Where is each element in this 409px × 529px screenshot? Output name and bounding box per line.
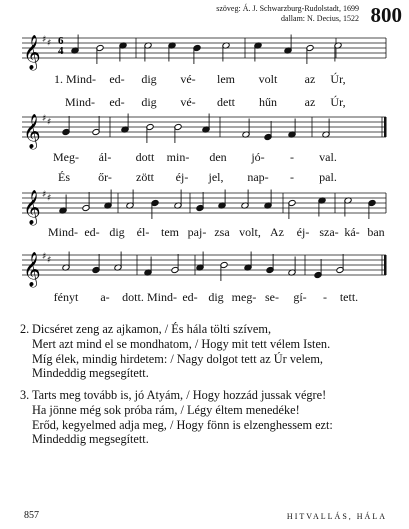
lyric-syllable: az — [304, 95, 316, 109]
lyric-syllable: - — [290, 170, 294, 184]
final-bar — [384, 117, 387, 137]
time-signature-bottom: 4 — [58, 45, 64, 57]
lyric-syllable: gí- — [293, 290, 307, 304]
verse-line: Tarts meg tovább is, jó Atyám, / Hogy hozzád jussak végre! — [32, 388, 327, 402]
lyric-syllable: Meg- — [53, 150, 79, 164]
lyric-syllable: lem — [217, 72, 235, 86]
page-number: 857 — [24, 510, 39, 521]
lyric-syllable: den — [209, 150, 227, 164]
lyric-syllable: fényt — [53, 290, 79, 304]
lyric-syllable: se- — [265, 290, 279, 304]
lyric-syllable: éj- — [175, 170, 189, 184]
key-sharp: ♯ — [47, 193, 52, 204]
verse-3 — [20, 388, 333, 447]
lyric-syllable: zsa — [214, 225, 230, 239]
verse-line: Mindeddig megsegített. — [32, 432, 149, 447]
lyric-syllable: ál- — [98, 150, 112, 164]
key-sharp: ♯ — [42, 190, 47, 200]
lyric-syllable: éj- — [296, 225, 310, 239]
lyric-syllable: dig — [141, 95, 157, 109]
lyric-syllable: 1. Mind- — [54, 72, 96, 86]
lyric-syllable: Úr, — [330, 72, 346, 86]
key-sharp: ♯ — [47, 117, 52, 128]
verse-number: 2. — [20, 322, 30, 336]
lyric-syllable: a- — [100, 290, 110, 304]
verse-line: Mert azt mind el se mondhatom, / Hogy mit tett vélem Isten. — [32, 336, 331, 351]
lyric-syllable: vé- — [180, 72, 196, 86]
verse-line: Ha jönne még sok próba rám, / Légy éltem menedéke! — [32, 402, 300, 417]
key-sharp: ♯ — [42, 252, 47, 262]
lyric-syllable: pal. — [319, 170, 337, 184]
section-title: HITVALLÁS, HÁLA — [286, 512, 387, 521]
lyric-syllable: őr- — [98, 170, 112, 184]
key-sharp: ♯ — [42, 35, 47, 45]
verse-line: Dicséret zeng az ajkamon, / És hála tölti szívem, — [32, 322, 272, 336]
lyric-syllable: val. — [319, 150, 337, 164]
lyric-syllable: tett. — [339, 290, 359, 304]
hymn-number: 800 — [370, 3, 402, 27]
lyric-syllable: Az — [270, 225, 284, 239]
final-bar — [384, 255, 387, 275]
credit-melody-author: dallam: N. Decius, 1522 — [281, 14, 359, 23]
lyric-syllable: ed- — [109, 95, 125, 109]
lyric-syllable: volt, — [239, 225, 261, 239]
verse-2 — [20, 322, 331, 381]
lyric-syllable: meg- — [231, 290, 257, 304]
lyric-syllable: Mind- — [48, 225, 78, 239]
treble-clef: 𝄞 — [23, 252, 41, 287]
lyric-syllable: dett — [217, 95, 235, 109]
lyric-syllable: És — [58, 170, 70, 184]
lyric-syllable: ká- — [344, 225, 360, 239]
lyric-syllable: él- — [136, 225, 150, 239]
key-sharp: ♯ — [42, 114, 47, 124]
lyric-syllable: ban — [367, 225, 385, 239]
verse-line: Mindeddig megsegített. — [32, 366, 149, 381]
lyric-syllable: tem — [161, 225, 179, 239]
lyric-syllable: Mind- — [147, 290, 177, 304]
lyric-syllable: Úr, — [330, 95, 346, 109]
key-sharp: ♯ — [47, 255, 52, 266]
verse-line: Míg élek, mindig hirdetem: / Nagy dolgot tett az Úr velem, — [32, 351, 323, 366]
time-signature-top: 6 — [58, 35, 64, 47]
lyric-syllable: az — [304, 72, 316, 86]
key-sharp: ♯ — [47, 38, 52, 49]
lyric-syllable: vé- — [180, 95, 196, 109]
lyric-syllable: dig — [109, 225, 125, 239]
lyric-syllable: Mind- — [65, 95, 95, 109]
lyric-syllable: jó- — [251, 150, 265, 164]
verse-number: 3. — [20, 388, 30, 402]
treble-clef: 𝄞 — [23, 114, 41, 149]
lyric-syllable: zött — [136, 170, 154, 184]
lyric-syllable: dott. — [122, 290, 144, 304]
lyric-syllable: dott — [135, 150, 155, 164]
lyric-syllable: paj- — [187, 225, 207, 239]
lyric-syllable: sza- — [319, 225, 339, 239]
lyric-syllable: hűn — [259, 95, 277, 109]
treble-clef: 𝄞 — [23, 190, 41, 225]
credit-text-author: szöveg: Á. J. Schwarzburg-Rudolstadt, 1699 — [216, 4, 359, 13]
lyric-syllable: - — [290, 150, 294, 164]
treble-clef: 𝄞 — [23, 35, 41, 70]
lyric-syllable: ed- — [109, 72, 125, 86]
lyric-syllable: - — [323, 290, 327, 304]
lyric-syllable: volt — [258, 72, 278, 86]
lyric-syllable: jel, — [208, 170, 224, 184]
lyric-syllable: min- — [166, 150, 190, 164]
lyric-syllable: nap- — [247, 170, 269, 184]
lyric-syllable: dig — [208, 290, 224, 304]
verse-line: Erőd, kegyelmed adja meg, / Hogy fönn is elzenghessem ezt: — [32, 417, 333, 432]
lyric-syllable: ed- — [182, 290, 198, 304]
lyric-syllable: dig — [141, 72, 157, 86]
lyric-syllable: ed- — [84, 225, 100, 239]
